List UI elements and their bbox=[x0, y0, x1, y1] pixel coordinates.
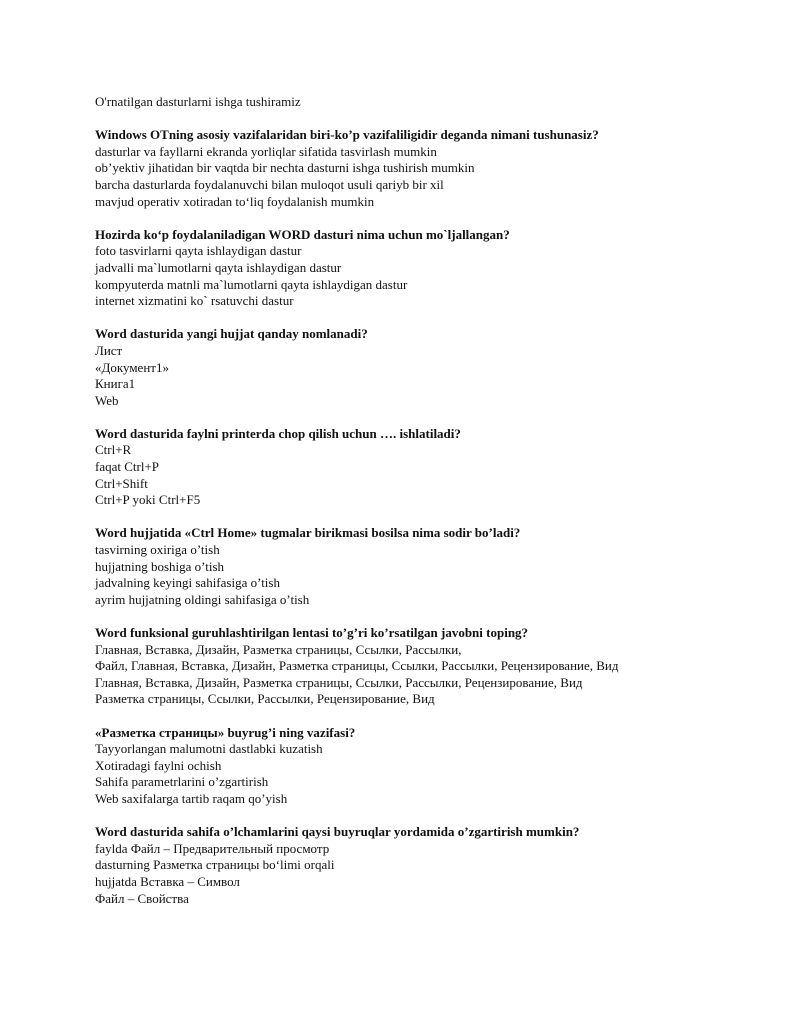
answer-option: hujjatda Вставка – Символ bbox=[95, 873, 240, 889]
question-text: Windows OTning asosiy vazifalaridan biri-ko’p vazifaliligidir deganda nimani tushunasiz? bbox=[95, 127, 599, 143]
question-text: Word dasturida sahifa o’lchamlarini qaysi buyruqlar yordamida o’zgartirish mumkin? bbox=[95, 824, 580, 840]
answer-option: Главная, Вставка, Дизайн, Разметка страницы, Ссылки, Рассылки, bbox=[95, 641, 462, 657]
question-block bbox=[95, 625, 775, 708]
answer-option: Ctrl+R bbox=[95, 442, 132, 458]
answer-option: internet xizmatini ko` rsatuvchi dastur bbox=[95, 293, 294, 309]
questions-list bbox=[95, 127, 775, 907]
answer-option: ayrim hujjatning oldingi sahifasiga o’tish bbox=[95, 591, 310, 607]
question-block bbox=[95, 426, 775, 509]
answer-option: Ctrl+Shift bbox=[95, 475, 148, 491]
question-text: Word funksional guruhlashtirilgan lentasi to’g’ri ko’rsatilgan javobni toping? bbox=[95, 625, 529, 640]
answer-option: Sahifa parametrlarini o’zgartirish bbox=[95, 774, 269, 790]
answer-option: Xotiradagi faylni ochish bbox=[95, 757, 222, 773]
answer-option: faylda Файл – Предварительный просмотр bbox=[95, 840, 330, 856]
answer-option: ob’yektiv jihatidan bir vaqtda bir nechta dasturni ishga tushirish mumkin bbox=[95, 160, 475, 176]
intro-line: O'rnatilgan dasturlarni ishga tushiramiz bbox=[95, 94, 301, 109]
answer-option: Книга1 bbox=[95, 376, 136, 392]
question-text: Hozirda ko‘p foydalaniladigan WORD dasturi nima uchun mo`ljallangan? bbox=[95, 226, 510, 242]
question-block bbox=[95, 227, 775, 310]
answer-option: Разметка страницы, Ссылки, Рассылки, Рецензирование, Вид bbox=[95, 691, 435, 707]
answer-option: tasvirning oxiriga o’tish bbox=[95, 542, 220, 558]
answer-option: dasturlar va fayllarni ekranda yorliqlar sifatida tasvirlash mumkin bbox=[95, 143, 437, 159]
question-text: Word hujjatida «Ctrl Home» tugmalar birikmasi bosilsa nima sodir bo’ladi? bbox=[95, 525, 521, 541]
answer-option: jadvalning keyingi sahifasiga o’tish bbox=[95, 575, 280, 591]
answer-option: Web saxifalarga tartib raqam qo’yish bbox=[95, 790, 288, 806]
answer-option: Tayyorlangan malumotni dastlabki kuzatish bbox=[95, 741, 323, 757]
question-text: «Разметка страницы» buyrug’i ning vazifasi? bbox=[95, 724, 356, 740]
answer-option: Главная, Вставка, Дизайн, Разметка страницы, Ссылки, Рассылки, Рецензирование, Вид bbox=[95, 674, 583, 690]
answer-option: foto tasvirlarni qayta ishlaydigan dastur bbox=[95, 243, 302, 259]
answer-option: dasturning Разметка страницы bo‘limi orqali bbox=[95, 857, 335, 873]
question-text: Word dasturida yangi hujjat qanday nomlanadi? bbox=[95, 326, 368, 342]
answer-option: Web bbox=[95, 392, 119, 408]
answer-option: Ctrl+P yoki Ctrl+F5 bbox=[95, 492, 201, 508]
question-block bbox=[95, 725, 775, 808]
answer-option: Лист bbox=[95, 342, 123, 358]
answer-option: kompyuterda matnli ma`lumotlarni qayta ishlaydigan dastur bbox=[95, 276, 408, 292]
answer-option: hujjatning boshiga o’tish bbox=[95, 558, 225, 574]
question-block bbox=[95, 326, 775, 409]
document-page bbox=[95, 94, 775, 924]
answer-option: mavjud operativ xotiradan to‘liq foydalanish mumkin bbox=[95, 193, 375, 209]
answer-option: Файл – Свойства bbox=[95, 890, 189, 906]
answer-option: Файл, Главная, Вставка, Дизайн, Разметка страницы, Ссылки, Рассылки, Рецензирование, Вид bbox=[95, 658, 619, 674]
question-block bbox=[95, 525, 775, 608]
answer-option: «Документ1» bbox=[95, 359, 169, 375]
answer-option: barcha dasturlarda foydalanuvchi bilan muloqot usuli qariyb bir xil bbox=[95, 176, 444, 192]
answer-option: faqat Ctrl+P bbox=[95, 459, 160, 475]
question-block bbox=[95, 127, 775, 210]
question-text: Word dasturida faylni printerda chop qilish uchun …. ishlatiladi? bbox=[95, 425, 461, 441]
answer-option: jadvalli ma`lumotlarni qayta ishlaydigan dastur bbox=[95, 259, 342, 275]
question-block bbox=[95, 824, 775, 907]
